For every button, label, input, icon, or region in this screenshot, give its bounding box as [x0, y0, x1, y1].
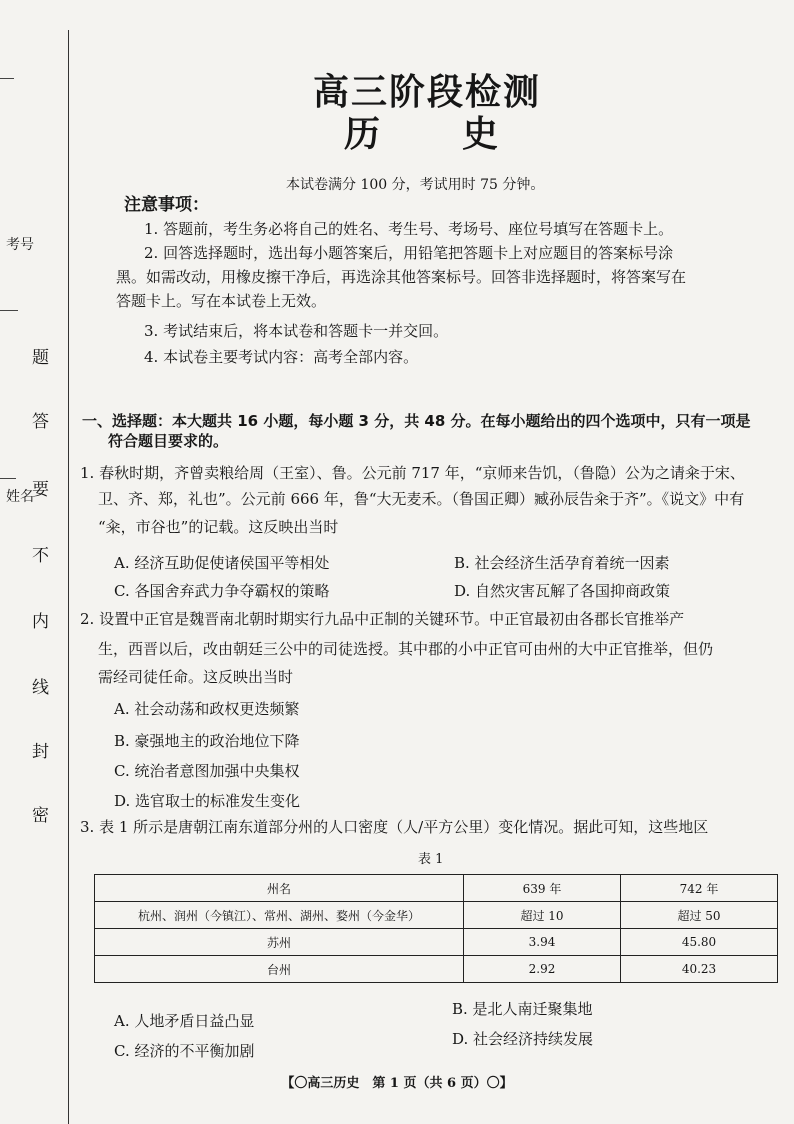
notice-heading: 注意事项：	[124, 195, 209, 215]
exam-info: 本试卷满分 100 分，考试用时 75 分钟。	[286, 177, 545, 193]
table-caption: 表 1	[418, 852, 444, 867]
margin-char: 线	[32, 678, 49, 698]
notice-line: 1. 答题前，考生务必将自己的姓名、考生号、考场号、座位号填写在答题卡上。	[144, 220, 674, 238]
table-cell: 45.80	[621, 929, 778, 956]
section-heading: 一、选择题：本大题共 16 小题，每小题 3 分，共 48 分。在每小题给出的四个选项中，只有一项是	[82, 412, 751, 430]
margin-char: 答	[32, 412, 49, 432]
margin-char: 封	[32, 742, 49, 762]
margin-stub	[0, 310, 18, 311]
q3-stem-line: 3. 表 1 所示是唐朝江南东道部分州的人口密度（人/平方公里）变化情况。据此可知，这些地区	[80, 818, 709, 836]
q2-stem-line: 需经司徒任命。这反映出当时	[98, 668, 294, 686]
table-header-cell: 639 年	[464, 875, 621, 902]
table-cell: 40.23	[621, 956, 778, 983]
table-row	[95, 956, 778, 983]
q2-option-b: B. 豪强地主的政治地位下降	[114, 732, 300, 750]
table-cell: 3.94	[464, 929, 621, 956]
q3-option-a: A. 人地矛盾日益凸显	[114, 1012, 255, 1030]
q1-option-a: A. 经济互助促使诸侯国平等相处	[114, 554, 330, 572]
margin-char: 不	[32, 546, 49, 566]
q3-option-c: C. 经济的不平衡加剧	[114, 1042, 255, 1060]
table-cell: 超过 10	[464, 902, 621, 929]
page-footer: 【〇高三历史 第 1 页（共 6 页）〇】	[281, 1076, 513, 1091]
margin-stub	[0, 478, 16, 479]
table-row	[95, 902, 778, 929]
q2-stem-line: 生，西晋以后，改由朝廷三公中的司徒选授。其中郡的小中正官可由州的大中正官推举，但仍	[98, 640, 714, 658]
subject-char: 历	[343, 114, 382, 155]
q1-option-c: C. 各国舍弃武力争夺霸权的策略	[114, 582, 330, 600]
margin-char: 内	[32, 612, 49, 632]
margin-char: 密	[32, 806, 49, 826]
q1-stem-line: “籴，市谷也”的记载。这反映出当时	[98, 518, 339, 536]
q1-stem-line: 卫、齐、郑，礼也”。公元前 666 年，鲁“大无麦禾。（鲁国正卿）臧孙辰告籴于齐”。《说文》中有	[98, 490, 745, 508]
table-cell: 2.92	[464, 956, 621, 983]
margin-fragment-candidate-number: 考号	[6, 237, 34, 253]
notice-line: 4. 本试卷主要考试内容：高考全部内容。	[144, 348, 419, 366]
table-row	[95, 929, 778, 956]
notice-line: 3. 考试结束后，将本试卷和答题卡一并交回。	[144, 322, 449, 340]
q3-option-b: B. 是北人南迁聚集地	[452, 1000, 593, 1018]
margin-char: 要	[32, 480, 49, 500]
q1-option-b: B. 社会经济生活孕育着统一因素	[454, 554, 670, 572]
q1-stem-line: 1. 春秋时期，齐曾卖粮给周（王室）、鲁。公元前 717 年，“京师来告饥，（鲁隐）公为之请籴于宋、	[80, 464, 745, 482]
q1-option-d: D. 自然灾害瓦解了各国抑商政策	[454, 582, 671, 600]
q2-option-d: D. 选官取士的标准发生变化	[114, 792, 301, 810]
q3-option-d: D. 社会经济持续发展	[452, 1030, 594, 1048]
notice-line: 2. 回答选择题时，选出每小题答案后，用铅笔把答题卡上对应题目的答案标号涂	[144, 244, 674, 262]
q2-option-a: A. 社会动荡和政权更迭频繁	[114, 700, 300, 718]
subject-title	[0, 106, 794, 157]
section-heading-cont: 符合题目要求的。	[108, 432, 229, 450]
population-density-table	[94, 874, 778, 983]
table-header-cell: 742 年	[621, 875, 778, 902]
table-cell: 超过 50	[621, 902, 778, 929]
binding-margin	[0, 0, 72, 1124]
table-header-cell: 州名	[95, 875, 464, 902]
binding-line	[68, 30, 69, 1124]
margin-fragment-name: 姓名	[6, 489, 34, 505]
margin-char: 题	[32, 348, 49, 368]
subject-char: 史	[462, 114, 501, 155]
table-cell: 杭州、润州（今镇江）、常州、湖州、婺州（今金华）	[95, 902, 464, 929]
exam-title: 高三阶段检测	[312, 72, 541, 113]
table-cell: 苏州	[95, 929, 464, 956]
notice-line: 答题卡上。写在本试卷上无效。	[116, 292, 327, 310]
q2-stem-line: 2. 设置中正官是魏晋南北朝时期实行九品中正制的关键环节。中正官最初由各郡长官推举产	[80, 610, 685, 628]
table-header-row	[95, 875, 778, 902]
q2-option-c: C. 统治者意图加强中央集权	[114, 762, 300, 780]
table-cell: 台州	[95, 956, 464, 983]
notice-line: 黑。如需改动，用橡皮擦干净后，再选涂其他答案标号。回答非选择题时，将答案写在	[116, 268, 687, 286]
